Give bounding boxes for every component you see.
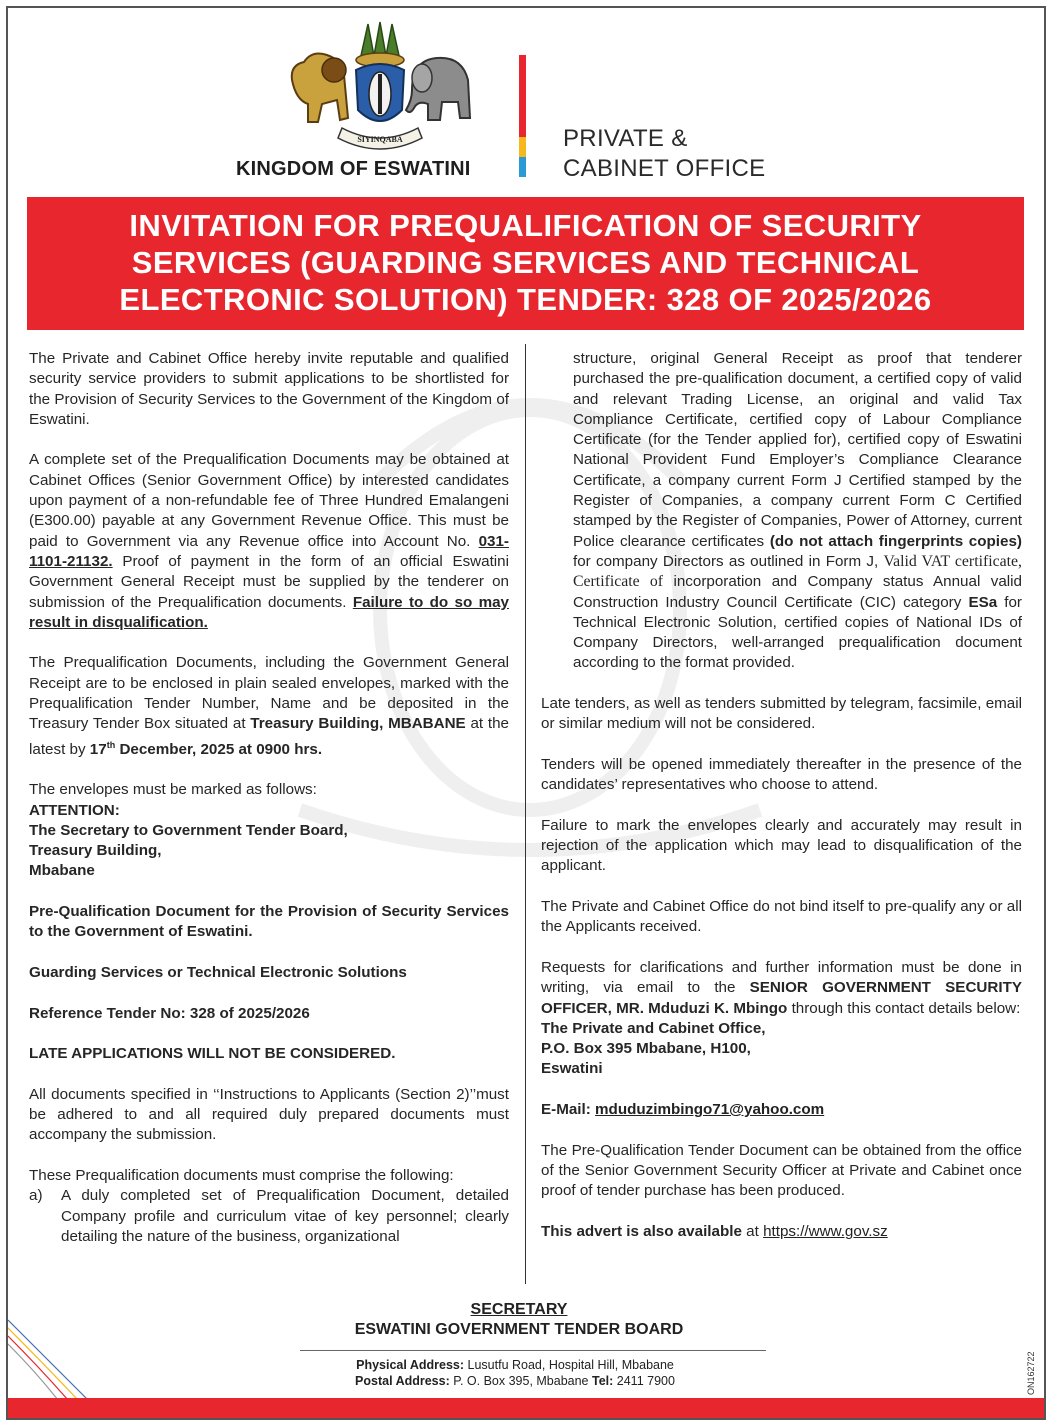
title-line3: ELECTRONIC SOLUTION) TENDER: 328 OF 2025/2026	[119, 282, 932, 317]
office-line1: PRIVATE &	[563, 125, 688, 152]
requirements-paragraph: structure, original General Receipt as proof that tenderer purchased the pre-qualification document, a certified copy of valid and relevant Trading License, an original and valid Tax Compliance Certificate, certified copy of Labour Compliance Certificate (for the Tender applied for), certified copy of Eswatini National Provident Fund Employer’s Compliance Clearance Certificate, a company current Form J Certified stamped by the Register of Companies, a company current Form C Certified stamped by the Register of Companies, Power of Attorney, current Police clearance certificates (do not attach fingerprints copies) for company Directors as outlined in Form J, Valid VAT certificate, Certificate of incorporation and Company status Annual valid Construction Industry Council Certificate (CIC) category ESa for Technical Electronic Solution, certified copies of National IDs of Company Directors, well-arranged prequalification document according to the format provided.	[573, 350, 1022, 672]
bind-paragraph: The Private and Cabinet Office do not bind itself to pre-qualify any or all the Applicants received.	[541, 898, 1022, 936]
building: Treasury Building,	[29, 842, 162, 860]
lion-figure	[292, 54, 348, 122]
email-line: E-Mail: mduduzimbingo71@yahoo.com	[541, 1100, 825, 1118]
office-title	[563, 124, 765, 184]
signature-board: ESWATINI GOVERNMENT TENDER BOARD	[354, 1321, 684, 1338]
deadline: 17th December, 2025 at 0900 hrs.	[89, 739, 323, 758]
plume-headdress	[356, 22, 404, 67]
esa-category: ESa	[968, 593, 998, 611]
fingerprint-note: (do not attach fingerprints copies)	[769, 532, 1022, 550]
decorative-swirl	[8, 1300, 128, 1400]
tender-box-location: Treasury Building, MBABANE	[250, 715, 466, 733]
advert-line: This advert is also available at https://www.gov.sz	[541, 1222, 888, 1240]
elephant-figure	[406, 58, 470, 120]
services-type: Guarding Services or Technical Electronic Solutions	[29, 963, 407, 981]
officer-name: SENIOR GOVERNMENT SECURITY OFFICER, MR. Mduduzi K. Mbingo	[541, 979, 1022, 1017]
fee-paragraph: A complete set of the Prequalification Documents may be obtained at Cabinet Offices (Senior Government Office) by interested candidates upon payment of a non-refundable fee of Three Hundred Emalangeni (E300.00) payable at any Government Revenue Office. This must be paid to Government via any Revenue office into Account No. 031- 1101-21132. Proof of payment in the form of an official Eswatini Government General Receipt must be supplied by the tenderer on submission of the Prequalification documents. Failure to do so may result in disqualification.	[29, 451, 509, 631]
late-tenders-paragraph: Late tenders, as well as tenders submitted by telegram, facsimile, email or similar medium will not be considered.	[541, 695, 1022, 733]
disqualification-warning: Failure to do so may result in disqualification.	[29, 593, 509, 631]
account-number: 031- 1101-21132.	[29, 532, 509, 570]
column-divider	[525, 344, 526, 1284]
bar-red	[519, 55, 526, 127]
obtain-paragraph: The Pre-Qualification Tender Document can be obtained from the office of the Senior Government Security Officer at Private and Cabinet once proof of tender purchase has been produced.	[541, 1141, 1022, 1200]
title-banner	[27, 197, 1024, 330]
crest-motto: SIYINQABA	[357, 135, 403, 144]
list-item	[29, 1186, 509, 1247]
list-label: a)	[29, 1187, 43, 1205]
bar-yellow	[519, 137, 526, 157]
comprise-intro: These Prequalification documents must comprise the following:	[29, 1166, 454, 1184]
bar-blue	[519, 157, 526, 177]
shield-emblem	[356, 64, 404, 121]
tender-title	[27, 207, 1024, 318]
attention-label: ATTENTION:	[29, 801, 120, 819]
clarification-paragraph: Requests for clarifications and further information must be done in writing, via email to the SENIOR GOVERNMENT SECURITY OFFICER, MR. Mduduzi K. Mbingo through this contact details below: The Private and Cabinet Office, P.O. Box 395 Mbabane, H100, Eswatini	[541, 958, 1022, 1078]
footer-bar	[8, 1398, 1044, 1418]
right-column	[541, 349, 1022, 1262]
marking-paragraph: Failure to mark the envelopes clearly and accurately may result in rejection of the application which may lead to disqualification of the applicant.	[541, 816, 1022, 875]
contact-country: Eswatini	[541, 1060, 603, 1078]
city: Mbabane	[29, 862, 95, 880]
envelope-instructions: The envelopes must be marked as follows: ATTENTION: The Secretary to Government Tender Board, Treasury Building, Mbabane	[29, 781, 348, 880]
physical-address: Physical Address: Lusutfu Road, Hospital Hill, Mbabane	[356, 1358, 674, 1372]
advert-code: ON162722	[1026, 1351, 1036, 1395]
email-link[interactable]: mduduzimbingo71@yahoo.com	[595, 1100, 825, 1118]
document-title: Pre-Qualification Document for the Provision of Security Services to the Government of Eswatini.	[29, 903, 509, 941]
reference-number: Reference Tender No: 328 of 2025/2026	[29, 1004, 310, 1022]
postal-address: Postal Address: P. O. Box 395, Mbabane Tel: 2411 7900	[355, 1374, 675, 1388]
addressee: The Secretary to Government Tender Board,	[29, 821, 348, 839]
office-line2: CABINET OFFICE	[563, 155, 766, 182]
title-line1: INVITATION FOR PREQUALIFICATION OF SECURITY	[129, 208, 922, 243]
left-column	[29, 349, 509, 1247]
submission-paragraph: The Prequalification Documents, including the Government General Receipt are to be enclosed in plain sealed envelopes, marked with the Prequalification Tender Number, Name and be deposited in the Treasury Tender Box situated at Treasury Building, MBABANE at the latest by 17th December, 2025 at 0900 hrs.	[29, 654, 509, 758]
opening-paragraph: Tenders will be opened immediately thereafter in the presence of the candidates’ representatives who choose to attend.	[541, 755, 1022, 794]
color-bar	[519, 55, 526, 177]
title-line2: SERVICES (GUARDING SERVICES AND TECHNICAL	[131, 245, 920, 280]
contact-box: P.O. Box 395 Mbabane, H100,	[541, 1040, 751, 1058]
address-rule	[300, 1350, 766, 1351]
website-link[interactable]: https://www.gov.sz	[763, 1222, 888, 1240]
late-notice: LATE APPLICATIONS WILL NOT BE CONSIDERED.	[29, 1045, 396, 1063]
list-text: A duly completed set of Prequalification Document, detailed Company profile and curriculum vitae of key personnel; clearly detailing the nature of the business, organizational	[61, 1187, 509, 1245]
signature-title: SECRETARY	[470, 1301, 568, 1318]
bar-red-2	[519, 127, 526, 137]
coat-of-arms-logo	[282, 20, 478, 156]
kingdom-label: KINGDOM OF ESWATINI	[236, 158, 471, 180]
contact-office: The Private and Cabinet Office,	[541, 1019, 766, 1037]
intro-paragraph: The Private and Cabinet Office hereby invite reputable and qualified security service providers to submit applications to be shortlisted for the Provision of Security Services to the Government of the Kingdom of Eswatini.	[29, 350, 509, 428]
instructions-paragraph: All documents specified in ‘‘Instructions to Applicants (Section 2)’’must be adhered to and all required duly prepared documents must accompany the submission.	[29, 1085, 509, 1144]
